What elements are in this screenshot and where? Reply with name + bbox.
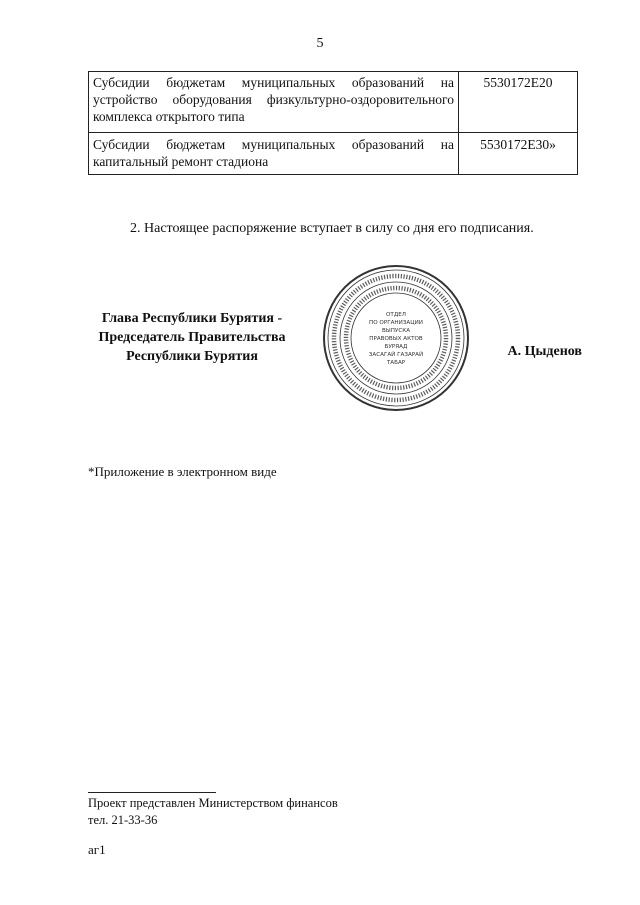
seal-inner-text: ПРАВОВЫХ АКТОВ xyxy=(369,336,423,342)
decree-paragraph: 2. Настоящее распоряжение вступает в силу со дня его подписания. xyxy=(130,221,534,236)
official-seal xyxy=(320,262,472,414)
table-cell-code: 5530172E20 xyxy=(459,72,578,133)
footnote xyxy=(88,795,338,829)
signer-title-line: Председатель Правительства xyxy=(98,330,286,345)
signer-title-line: Республики Бурятия xyxy=(126,349,258,364)
footnote-prepared-by: Проект представлен Министерством финансов xyxy=(88,796,338,810)
signer-title xyxy=(70,309,314,366)
table-row xyxy=(89,133,578,175)
table-cell-description: Субсидии бюджетам муниципальных образований на капитальный ремонт стадиона xyxy=(89,133,459,175)
table-cell-code: 5530172E30» xyxy=(459,133,578,175)
signer-name: А. Цыденов xyxy=(507,344,582,359)
footnote-phone: тел. 21-33-36 xyxy=(88,813,158,827)
budget-codes-table xyxy=(88,71,578,175)
seal-inner-text: ТАБАР xyxy=(386,360,406,366)
document-code: аг1 xyxy=(88,842,106,857)
footnote-divider xyxy=(88,792,216,793)
table-row xyxy=(89,72,578,133)
seal-inner-text: ПО ОРГАНИЗАЦИИ xyxy=(369,320,423,326)
seal-inner-text: ВЫПУСКА xyxy=(381,328,411,334)
seal-inner-text: ЗАСАГАЙ ГАЗАРАЙ xyxy=(368,352,424,358)
attachment-note: *Приложение в электронном виде xyxy=(88,464,277,479)
seal-inner-text: ОТДЕЛ xyxy=(386,312,406,318)
signer-title-line: Глава Республики Бурятия - xyxy=(101,311,283,326)
table-cell-description: Субсидии бюджетам муниципальных образований на устройство оборудования физкультурно-оздоровительного комплекса открытого типа xyxy=(89,72,459,133)
seal-inner-text: БУРЯАД xyxy=(384,344,408,350)
page-number: 5 xyxy=(316,36,324,51)
